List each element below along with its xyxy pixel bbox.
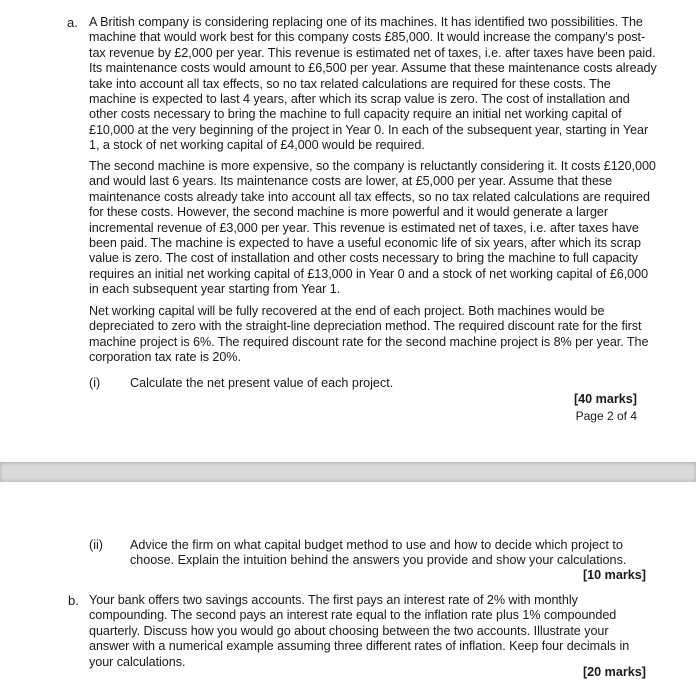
question-b-label: b. bbox=[68, 593, 79, 608]
subquestion-i-text: Calculate the net present value of each project. bbox=[130, 376, 394, 390]
question-a-paragraph-1: A British company is considering replacing one of its machines. It has identified two possibilities. The machine that would work best for this company costs £85,000. It would increase the company's post-tax revenue by £2,000 per year. This revenue is estimated net of taxes, i.e. after taxes have been paid. Its maintenance costs would amount to £6,500 per year. Assume that these maintenance costs already take into account all tax effects, so no tax related calculations are required for these costs. The machine is expected to last 4 years, after which its scrap value is zero. The cost of installation and other costs necessary to bring the machine to full capacity require an initial net working capital of £10,000 at the very beginning of the project in Year 0. In each of the subsequent year, starting in Year 1, a stock of net working capital of £4,000 would be required. bbox=[89, 15, 657, 153]
subquestion-ii-marks: [10 marks] bbox=[582, 568, 646, 582]
page-break-divider bbox=[0, 462, 696, 482]
page-3 bbox=[0, 482, 696, 700]
subquestion-i-marks: [40 marks] bbox=[573, 392, 637, 406]
subquestion-i-label: (i) bbox=[89, 376, 101, 390]
subquestion-ii-text: Advice the firm on what capital budget method to use and how to decide which project to choose. Explain the intuition behind the answers you provide and show your calculations. bbox=[130, 538, 627, 568]
page-number: Page 2 of 4 bbox=[575, 409, 637, 423]
question-a-paragraph-3: Net working capital will be fully recovered at the end of each project. Both machines would be depreciated to zero with the straight-line depreciation method. The required discount rate for the first machine project is 6%. The required discount rate for the second machine project is 8% per year. The corporation tax rate is 20%. bbox=[89, 304, 649, 365]
question-a-label: a. bbox=[67, 15, 78, 30]
subquestion-ii-label: (ii) bbox=[89, 538, 103, 552]
question-b-marks: [20 marks] bbox=[582, 665, 646, 679]
question-a-paragraph-2: The second machine is more expensive, so the company is reluctantly considering it. It costs £120,000 and would last 6 years. Its maintenance costs are lower, at £5,000 per year. Assume that these maintenance costs already take into account all tax effects, so no tax related calculations are required for these costs. However, the second machine is more powerful and it would generate a larger incremental revenue of £3,000 per year. This revenue is estimated net of taxes, i.e. after taxes have been paid. The machine is expected to have a useful economic life of six years, after which its scrap value is zero. The cost of installation and other costs necessary to bring the machine to full capacity requires an initial net working capital of £13,000 in Year 0 and a stock of net working capital of £6,000 in each subsequent year starting from Year 1. bbox=[89, 159, 656, 297]
question-b-text: Your bank offers two savings accounts. The first pays an interest rate of 2% with monthly compounding. The second pays an interest rate equal to the inflation rate plus 1% compounded quarterly. Discuss how you would go about choosing between the two accounts. Illustrate your answer with a numerical example assuming three different rates of inflation. Keep four decimals in your calculations. bbox=[89, 593, 630, 669]
